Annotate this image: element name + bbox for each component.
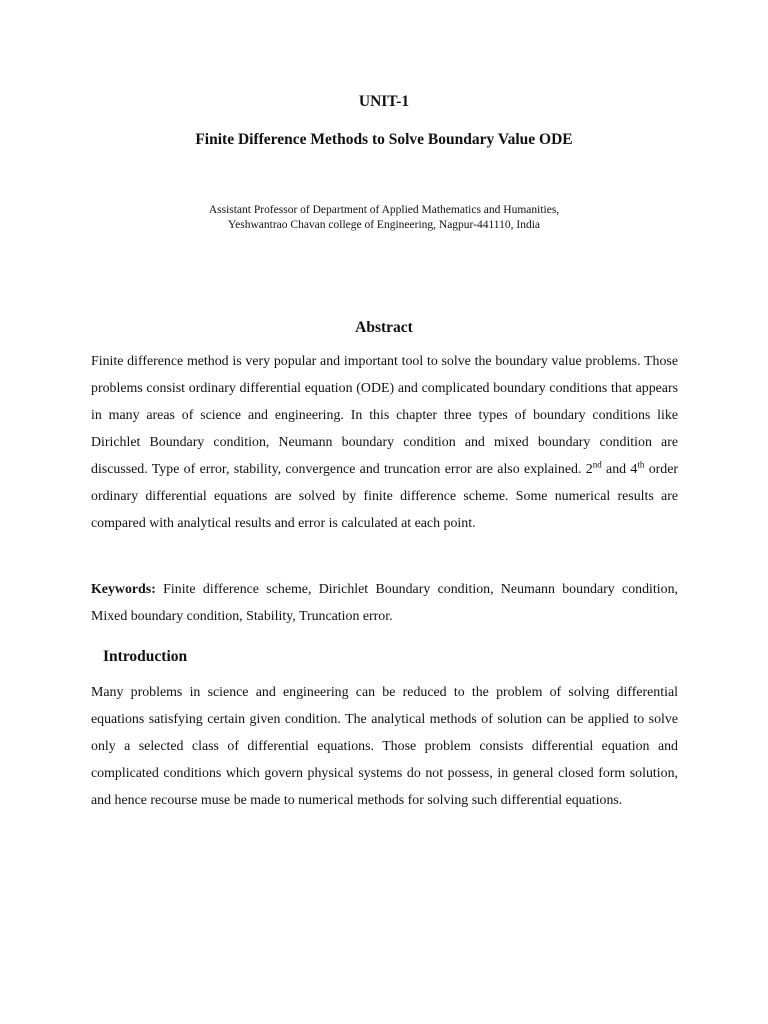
abstract-heading: Abstract — [355, 319, 413, 336]
abstract-superscript-nd: nd — [592, 459, 602, 470]
keywords-text: Finite difference scheme, Dirichlet Boundary condition, Neumann boundary condition, Mixed boundary condition, Stability, Truncation error. — [91, 582, 678, 624]
abstract-superscript-th: th — [637, 459, 645, 470]
keywords-label: Keywords: — [91, 582, 156, 597]
document-title: Finite Difference Methods to Solve Boundary Value ODE — [195, 131, 573, 148]
unit-label: UNIT-1 — [358, 93, 410, 110]
abstract-paragraph — [91, 348, 678, 537]
affiliation-line-1: Assistant Professor of Department of Applied Mathematics and Humanities, — [208, 204, 560, 216]
author-affiliation — [0, 203, 768, 233]
abstract-text-part-1: Finite difference method is very popular and important tool to solve the boundary value problems. Those problems consist ordinary differential equation (ODE) and complicated boundary conditions that appears in many areas of science and engineering. In this chapter three types of boundary conditions like Dirichlet Boundary condition, Neumann boundary condition and mixed boundary condition are discussed. Type of error, stability, convergence and truncation error are also explained. 2 — [91, 354, 678, 477]
keywords-paragraph — [91, 576, 678, 630]
affiliation-line-2: Yeshwantrao Chavan college of Engineering, Nagpur-441110, India — [228, 219, 540, 231]
abstract-text-part-3: order ordinary differential equations are solved by finite difference scheme. Some numerical results are compared with analytical results and error is calculated at each point. — [91, 462, 679, 531]
introduction-heading: Introduction — [103, 648, 188, 665]
abstract-text-part-2: and 4 — [601, 462, 638, 477]
introduction-paragraph: Many problems in science and engineering can be reduced to the problem of solving differential equations satisfying certain given condition. The analytical methods of solution can be applied to solve only a selected class of differential equations. Those problem consists differential equation and complicated conditions which govern physical systems do not possess, in general closed form solution, and hence recourse muse be made to numerical methods for solving such differential equations. — [91, 685, 678, 808]
